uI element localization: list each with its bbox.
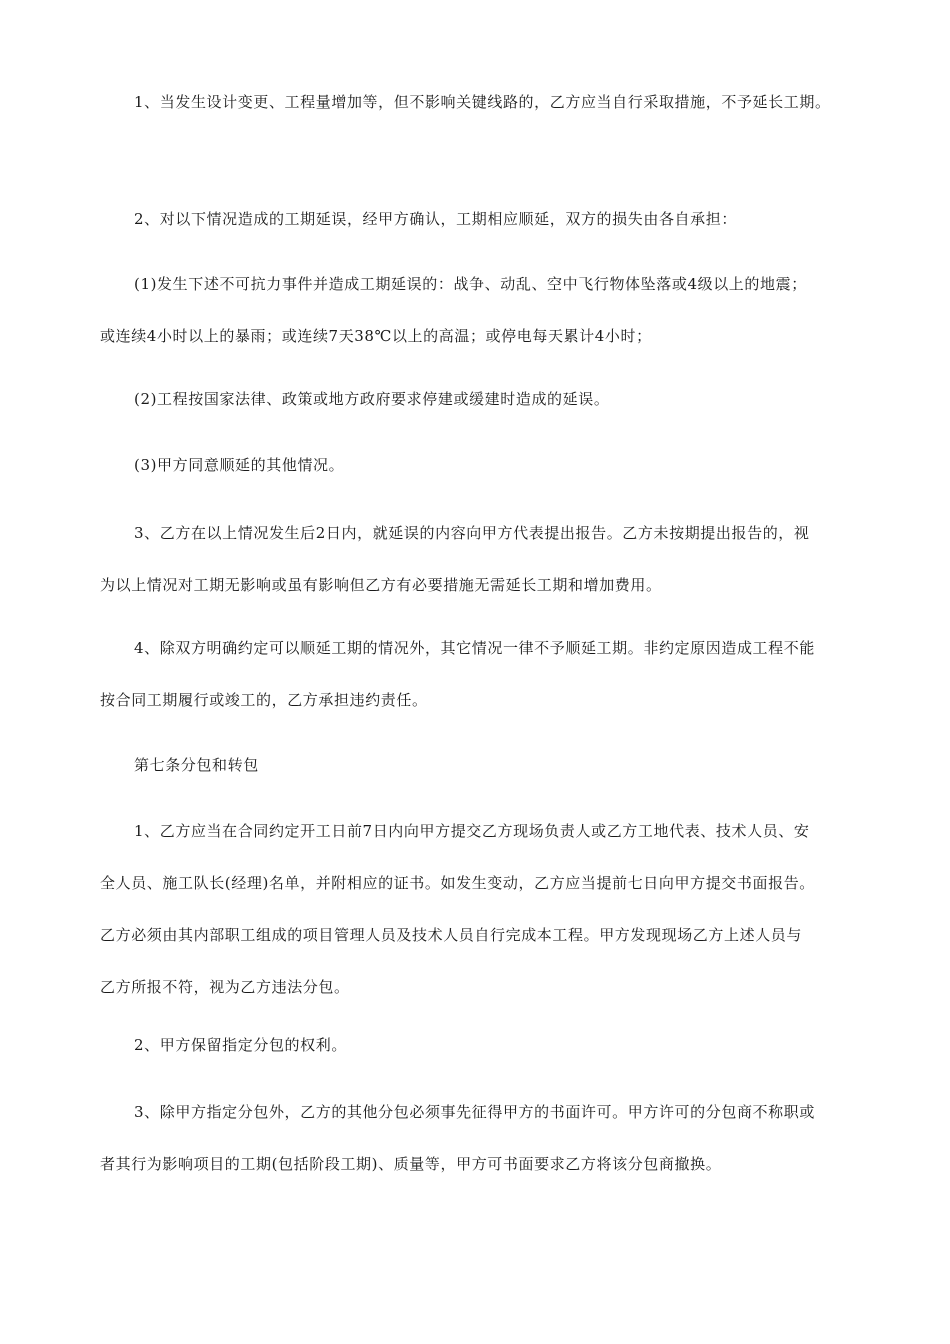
paragraph-5 — [100, 439, 870, 491]
paragraph-7 — [100, 622, 870, 726]
paragraph-2 — [100, 193, 870, 245]
paragraph-line: 4、除双方明确约定可以顺延工期的情况外，其它情况一律不予顺延工期。非约定原因造成工程不能 — [134, 639, 815, 657]
paragraph-4 — [100, 373, 870, 425]
paragraph-10 — [100, 1086, 870, 1190]
paragraph-line: 2、甲方保留指定分包的权利。 — [134, 1036, 347, 1054]
paragraph-6 — [100, 507, 870, 611]
paragraph-line: 或连续4小时以上的暴雨；或连续7天38℃以上的高温；或停电每天累计4小时； — [100, 327, 652, 345]
paragraph-line: 1、当发生设计变更、工程量增加等，但不影响关键线路的，乙方应当自行采取措施，不予延长工期。 — [134, 93, 831, 111]
paragraph-line: 按合同工期履行或竣工的，乙方承担违约责任。 — [100, 691, 428, 709]
paragraph-line: 3、除甲方指定分包外，乙方的其他分包必须事先征得甲方的书面许可。甲方许可的分包商不称职或 — [134, 1103, 815, 1121]
section-heading — [100, 739, 870, 791]
paragraph-line: (3)甲方同意顺延的其他情况。 — [134, 456, 345, 474]
paragraph-line: 3、乙方在以上情况发生后2日内，就延误的内容向甲方代表提出报告。乙方未按期提出报告的，视 — [134, 524, 810, 542]
paragraph-9 — [100, 1019, 870, 1071]
paragraph-line: 2、对以下情况造成的工期延误，经甲方确认，工期相应顺延，双方的损失由各自承担： — [134, 210, 737, 228]
section-heading-text: 第七条分包和转包 — [134, 756, 259, 774]
paragraph-line: 乙方所报不符，视为乙方违法分包。 — [100, 978, 350, 996]
paragraph-line: 为以上情况对工期无影响或虽有影响但乙方有必要措施无需延长工期和增加费用。 — [100, 576, 662, 594]
paragraph-line: (1)发生下述不可抗力事件并造成工期延误的：战争、动乱、空中飞行物体坠落或4级以上的地震； — [134, 275, 807, 293]
paragraph-line: (2)工程按国家法律、政策或地方政府要求停建或缓建时造成的延误。 — [134, 390, 610, 408]
paragraph-line: 者其行为影响项目的工期(包括阶段工期)、质量等，甲方可书面要求乙方将该分包商撤换。 — [100, 1155, 722, 1173]
paragraph-line: 1、乙方应当在合同约定开工日前7日内向甲方提交乙方现场负责人或乙方工地代表、技术人员、安 — [134, 822, 810, 840]
paragraph-8 — [100, 805, 870, 1013]
paragraph-line: 全人员、施工队长(经理)名单，并附相应的证书。如发生变动，乙方应当提前七日向甲方提交书面报告。 — [100, 874, 815, 892]
paragraph-line: 乙方必须由其内部职工组成的项目管理人员及技术人员自行完成本工程。甲方发现现场乙方上述人员与 — [100, 926, 803, 944]
paragraph-1 — [100, 76, 870, 128]
paragraph-3 — [100, 258, 870, 362]
